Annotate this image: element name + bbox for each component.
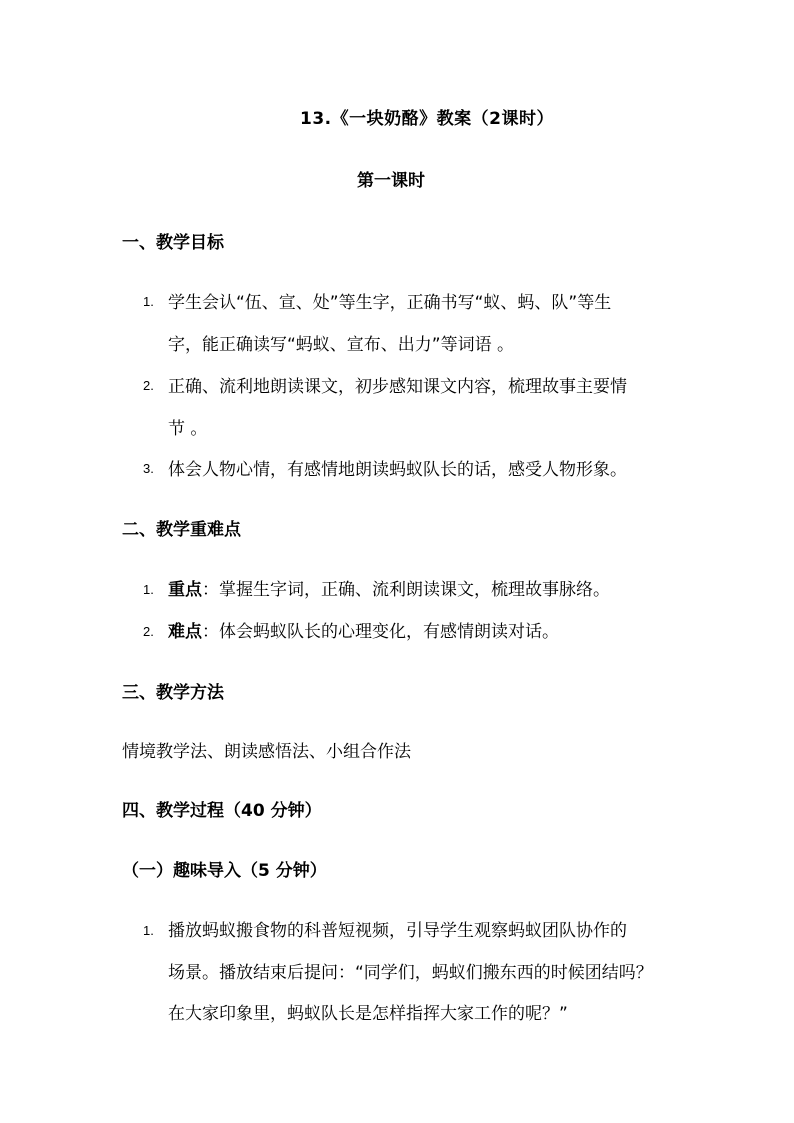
section-heading-methods: 三、教学方法 xyxy=(122,683,224,703)
list-number: 1. xyxy=(143,923,154,938)
lesson-subtitle: 第一课时 xyxy=(357,171,425,191)
list-number: 1. xyxy=(143,294,154,309)
list-number: 1. xyxy=(143,582,154,597)
section-heading-process: 四、教学过程（40 分钟） xyxy=(122,801,322,821)
list-item-text xyxy=(168,575,610,600)
subsection-heading-intro: （一）趣味导入（5 分钟） xyxy=(122,861,327,881)
list-item-text: 体会人物心情，有感情地朗读蚂蚁队长的话，感受人物形象。 xyxy=(168,460,627,480)
list-item-text: 正确、流利地朗读课文，初步感知课文内容，梳理故事主要情 xyxy=(168,377,627,397)
section-heading-difficulties: 二、教学重难点 xyxy=(122,520,241,540)
key-point-text: ：掌握生字词，正确、流利朗读课文，梳理故事脉络。 xyxy=(202,580,610,600)
document-title: 13.《一块奶酪》教案（2课时） xyxy=(300,109,554,129)
list-item-text-continued: 场景。播放结束后提问：“同学们，蚂蚁们搬东西的时候团结吗？ xyxy=(168,963,653,983)
methods-text: 情境教学法、朗读感悟法、小组合作法 xyxy=(122,742,411,762)
list-item-text: 学生会认“伍、宣、处”等生字，正确书写“蚁、蚂、队”等生 xyxy=(168,293,612,313)
list-item-text-continued: 节 。 xyxy=(168,419,208,439)
section-heading-goals: 一、教学目标 xyxy=(122,233,224,253)
list-item-text-continued: 字，能正确读写“蚂蚁、宣布、出力”等词语 。 xyxy=(168,335,515,355)
difficult-point-label: 难点 xyxy=(168,622,202,642)
list-number: 3. xyxy=(143,461,154,476)
list-number: 2. xyxy=(143,378,154,393)
difficult-point-text: ：体会蚂蚁队长的心理变化，有感情朗读对话。 xyxy=(202,622,559,642)
list-item-text xyxy=(168,617,559,642)
list-item-text: 播放蚂蚁搬食物的科普短视频，引导学生观察蚂蚁团队协作的 xyxy=(168,921,627,941)
list-number: 2. xyxy=(143,624,154,639)
list-item-text-continued: 在大家印象里，蚂蚁队长是怎样指挥大家工作的呢？” xyxy=(168,1004,568,1024)
key-point-label: 重点 xyxy=(168,580,202,600)
